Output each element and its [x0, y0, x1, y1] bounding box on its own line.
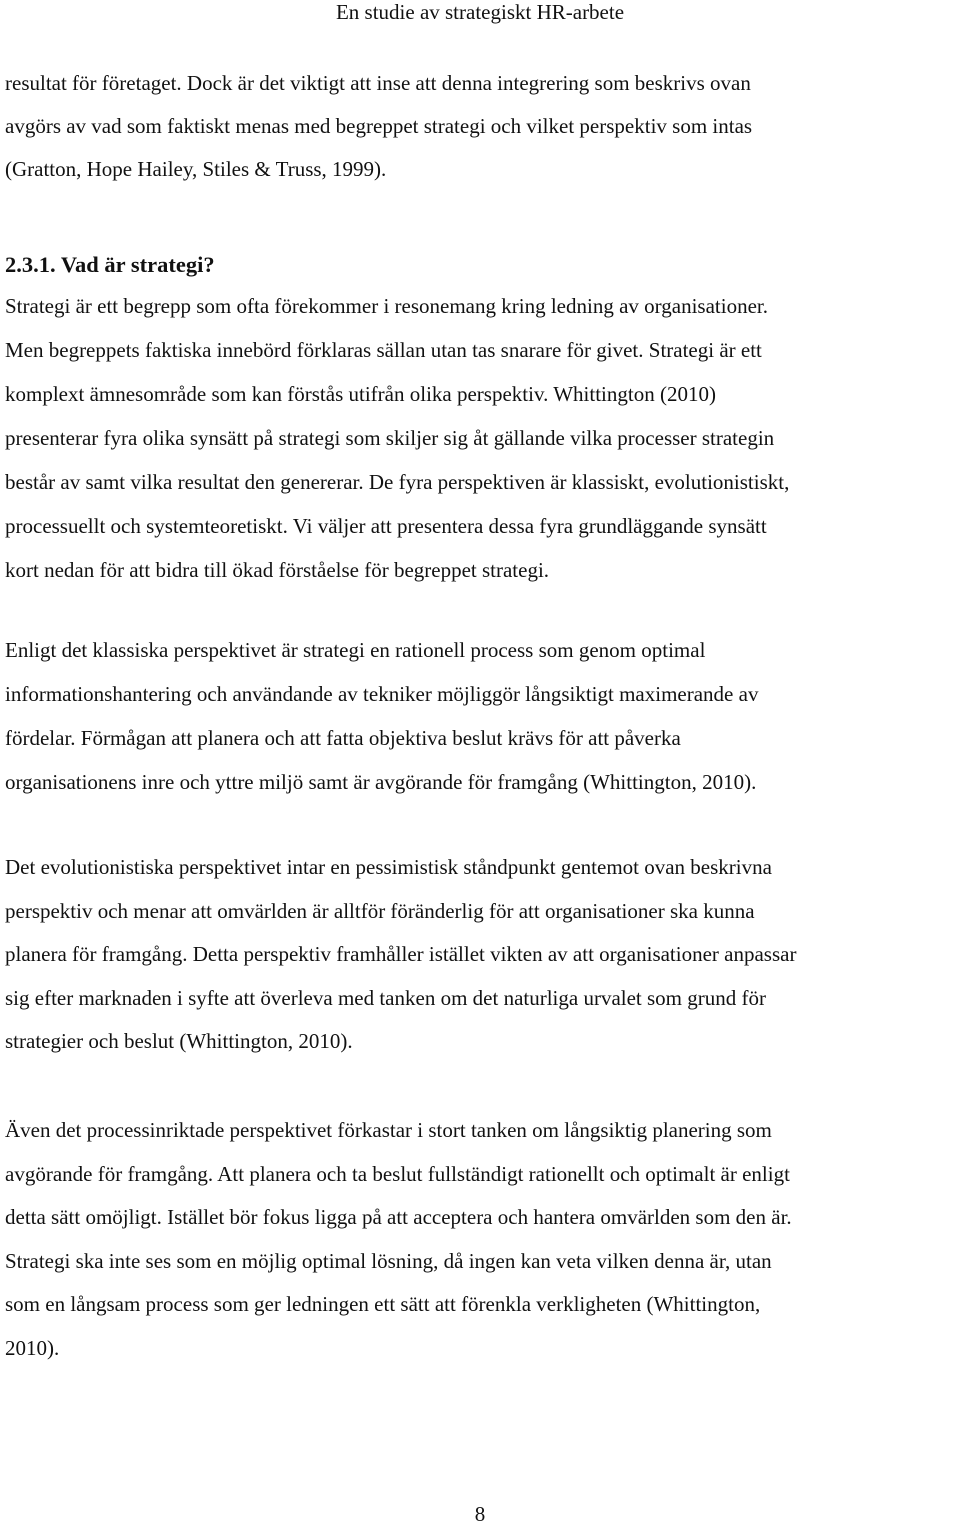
text-line: avgörs av vad som faktiskt menas med begreppet strategi och vilket perspektiv som intas — [5, 114, 753, 138]
text-line: kort nedan för att bidra till ökad förståelse för begreppet strategi. — [5, 558, 550, 582]
text-line: Det evolutionistiska perspektivet intar en pessimistisk ståndpunkt gentemot ovan beskrivna — [5, 855, 772, 879]
page-number: 8 — [474, 1502, 486, 1526]
paragraph-evolutionist-perspective — [5, 846, 960, 1064]
text-line: detta sätt omöjligt. Istället bör fokus ligga på att acceptera och hantera omvärlden som den är. — [5, 1205, 792, 1229]
paragraph-strategy-intro — [5, 284, 960, 592]
text-line: Men begreppets faktiska innebörd förklaras sällan utan tas snarare för givet. Strategi är ett — [5, 338, 762, 362]
text-line: Även det processinriktade perspektivet förkastar i stort tanken om långsiktig planering som — [5, 1118, 772, 1142]
running-header: En studie av strategiskt HR-arbete — [335, 0, 625, 24]
text-line: fördelar. Förmågan att planera och att fatta objektiva beslut krävs för att påverka — [5, 726, 681, 750]
text-line: informationshantering och användande av tekniker möjliggör långsiktigt maximerande av — [5, 682, 759, 706]
text-line: sig efter marknaden i syfte att överleva med tanken om det naturliga urvalet som grund för — [5, 985, 766, 1010]
text-line: Strategi är ett begrepp som ofta förekommer i resonemang kring ledning av organisationer. — [5, 294, 768, 318]
text-line: Enligt det klassiska perspektivet är strategi en rationell process som genom optimal — [5, 638, 706, 662]
text-line: strategier och beslut (Whittington, 2010). — [5, 1029, 353, 1053]
text-line: komplext ämnesområde som kan förstås utifrån olika perspektiv. Whittington (2010) — [5, 382, 716, 406]
text-line: planera för framgång. Detta perspektiv framhåller istället vikten av att organisationer anpassar — [5, 942, 797, 966]
intro-paragraph — [5, 62, 960, 191]
text-line: presenterar fyra olika synsätt på strategi som skiljer sig åt gällande vilka processer strategin — [5, 426, 775, 450]
paragraph-classical-perspective — [5, 628, 960, 804]
text-line: resultat för företaget. Dock är det viktigt att inse att denna integrering som beskrivs ovan — [5, 71, 751, 95]
text-line: Strategi ska inte ses som en möjlig optimal lösning, då ingen kan veta vilken denna är, utan — [5, 1248, 772, 1273]
text-line: som en långsam process som ger ledningen ett sätt att förenkla verkligheten (Whittington, — [5, 1292, 761, 1316]
text-line: (Gratton, Hope Hailey, Stiles & Truss, 1999). — [5, 157, 387, 181]
text-line: processuellt och systemteoretiskt. Vi väljer att presentera dessa fyra grundläggande synsätt — [5, 514, 767, 538]
text-line: avgörande för framgång. Att planera och ta beslut fullständigt rationellt och optimalt är enligt — [5, 1161, 790, 1186]
section-heading: 2.3.1. Vad är strategi? — [5, 252, 215, 277]
text-line: organisationens inre och yttre miljö samt är avgörande för framgång (Whittington, 2010). — [5, 770, 757, 794]
text-line: 2010). — [5, 1335, 60, 1360]
text-line: perspektiv och menar att omvärlden är alltför föränderlig för att organisationer ska kunna — [5, 898, 755, 923]
paragraph-process-perspective — [5, 1109, 960, 1370]
text-line: består av samt vilka resultat den genererar. De fyra perspektiven är klassiskt, evolutionistiskt, — [5, 470, 790, 494]
